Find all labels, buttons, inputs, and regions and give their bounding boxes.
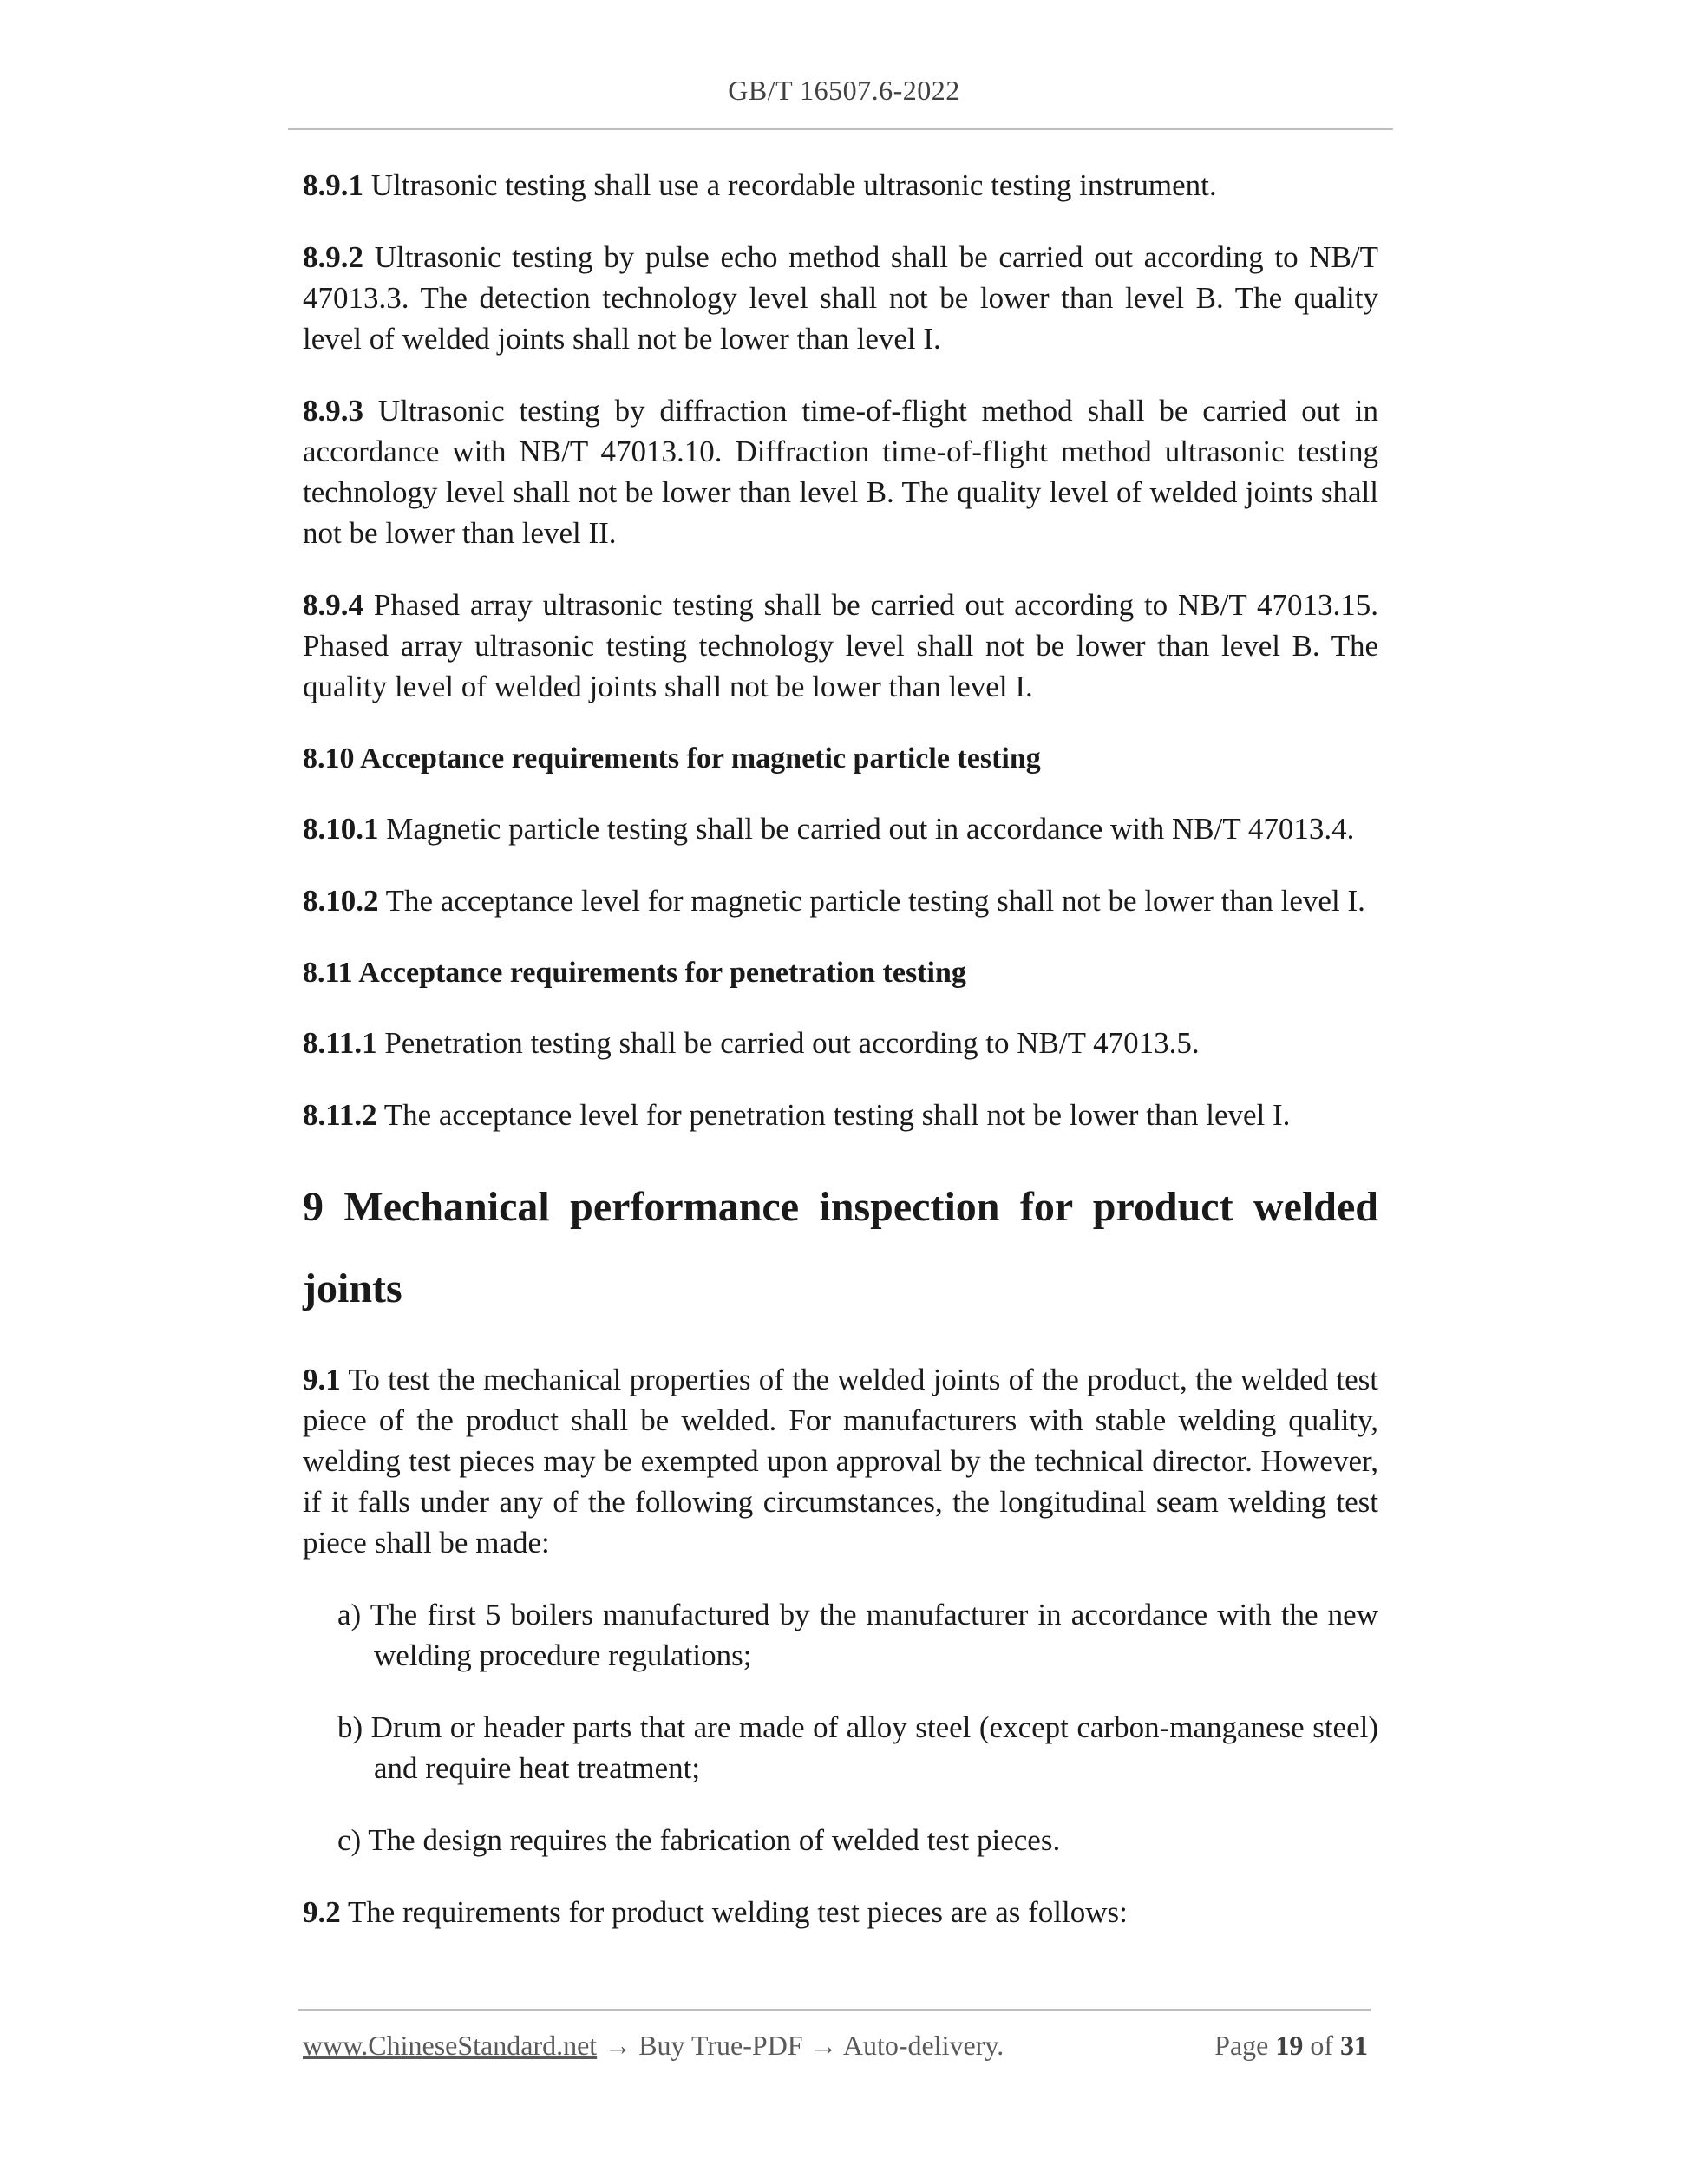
clause-number: 8.10.1 <box>303 812 379 846</box>
clause-number: 8.11.1 <box>303 1026 377 1060</box>
clause-text: Phased array ultrasonic testing shall be carried out according to NB/T 47013.15. Phased array ultrasonic testing technology level shall not be lower than level B. The quality level of welded joints shall not be lower than level I. <box>303 588 1378 703</box>
clause-8-9-3 <box>303 390 1378 553</box>
clause-text: The acceptance level for magnetic particle testing shall not be lower than level I. <box>378 884 1365 918</box>
clause-number: 8.11.2 <box>303 1098 377 1132</box>
heading-8-10: 8.10 Acceptance requirements for magnetic particle testing <box>303 742 1041 775</box>
clause-text: Ultrasonic testing by diffraction time-of-flight method shall be carried out in accordance with NB/T 47013.10. Diffraction time-of-flight method ultrasonic testing technology level shall not be lower than level B. The quality level of welded joints shall not be lower than level II. <box>303 394 1378 550</box>
clause-8-10-1 <box>303 808 1378 849</box>
clause-number: 8.9.3 <box>303 394 363 428</box>
page-current: 19 <box>1275 2030 1304 2061</box>
clause-number: 8.9.1 <box>303 168 363 202</box>
clause-8-11-1 <box>303 1023 1378 1063</box>
clause-text: Ultrasonic testing by pulse echo method shall be carried out according to NB/T 47013.3. The detection technology level shall not be lower than level B. The quality level of welded joints shall not be lower than level I. <box>303 240 1378 356</box>
page-total: 31 <box>1340 2030 1368 2061</box>
clause-8-9-1 <box>303 165 1378 206</box>
clause-text: To test the mechanical properties of the welded joints of the product, the welded test piece of the product shall be welded. For manufacturers with stable welding quality, welding test pieces may be exempted upon approval by the technical director. However, if it falls under any of the following circumstances, the longitudinal seam welding test piece shall be made: <box>303 1363 1378 1560</box>
page-word: Page <box>1214 2030 1269 2061</box>
clause-8-9-2 <box>303 237 1378 359</box>
page-number <box>1214 2030 1368 2062</box>
list-item: c) The design requires the fabrication of welded test pieces. <box>337 1823 1061 1857</box>
clause-number: 8.9.2 <box>303 240 363 274</box>
of-word: of <box>1310 2030 1333 2061</box>
clause-text: The acceptance level for penetration testing shall not be lower than level I. <box>376 1098 1291 1132</box>
header-divider <box>288 128 1393 130</box>
clause-8-9-4 <box>303 585 1378 707</box>
clause-text: Magnetic particle testing shall be carried out in accordance with NB/T 47013.4. <box>378 812 1355 846</box>
chapter-9-heading: 9 Mechanical performance inspection for product welded joints <box>303 1184 1378 1311</box>
clause-text: Penetration testing shall be carried out according to NB/T 47013.5. <box>376 1026 1200 1060</box>
clause-text: Ultrasonic testing shall use a recordable ultrasonic testing instrument. <box>363 168 1217 202</box>
footer-promo <box>303 2030 1004 2062</box>
running-header: GB/T 16507.6-2022 <box>728 75 960 106</box>
clause-8-10-2 <box>303 880 1378 921</box>
list-item: a) The first 5 boilers manufactured by the manufacturer in accordance with the new welding procedure regulations; <box>337 1598 1378 1672</box>
clause-8-11-2 <box>303 1095 1378 1135</box>
circumstance-list <box>303 1594 1378 1860</box>
page-body <box>303 165 1378 1964</box>
heading-8-11: 8.11 Acceptance requirements for penetration testing <box>303 957 966 989</box>
clause-number: 9.1 <box>303 1363 341 1396</box>
footer-promo-text: → Buy True-PDF → Auto-delivery. <box>597 2030 1004 2061</box>
page-footer <box>303 2030 1368 2068</box>
clause-number: 8.9.4 <box>303 588 363 622</box>
clause-9-2 <box>303 1892 1378 1932</box>
footer-divider <box>298 2009 1371 2011</box>
clause-number: 8.10.2 <box>303 884 379 918</box>
clause-text: The requirements for product welding test pieces are as follows: <box>340 1895 1128 1929</box>
website-link[interactable]: www.ChineseStandard.net <box>303 2030 598 2061</box>
list-item: b) Drum or header parts that are made of alloy steel (except carbon-manganese steel) and require heat treatment; <box>337 1710 1378 1785</box>
clause-9-1 <box>303 1359 1378 1563</box>
clause-number: 9.2 <box>303 1895 341 1929</box>
